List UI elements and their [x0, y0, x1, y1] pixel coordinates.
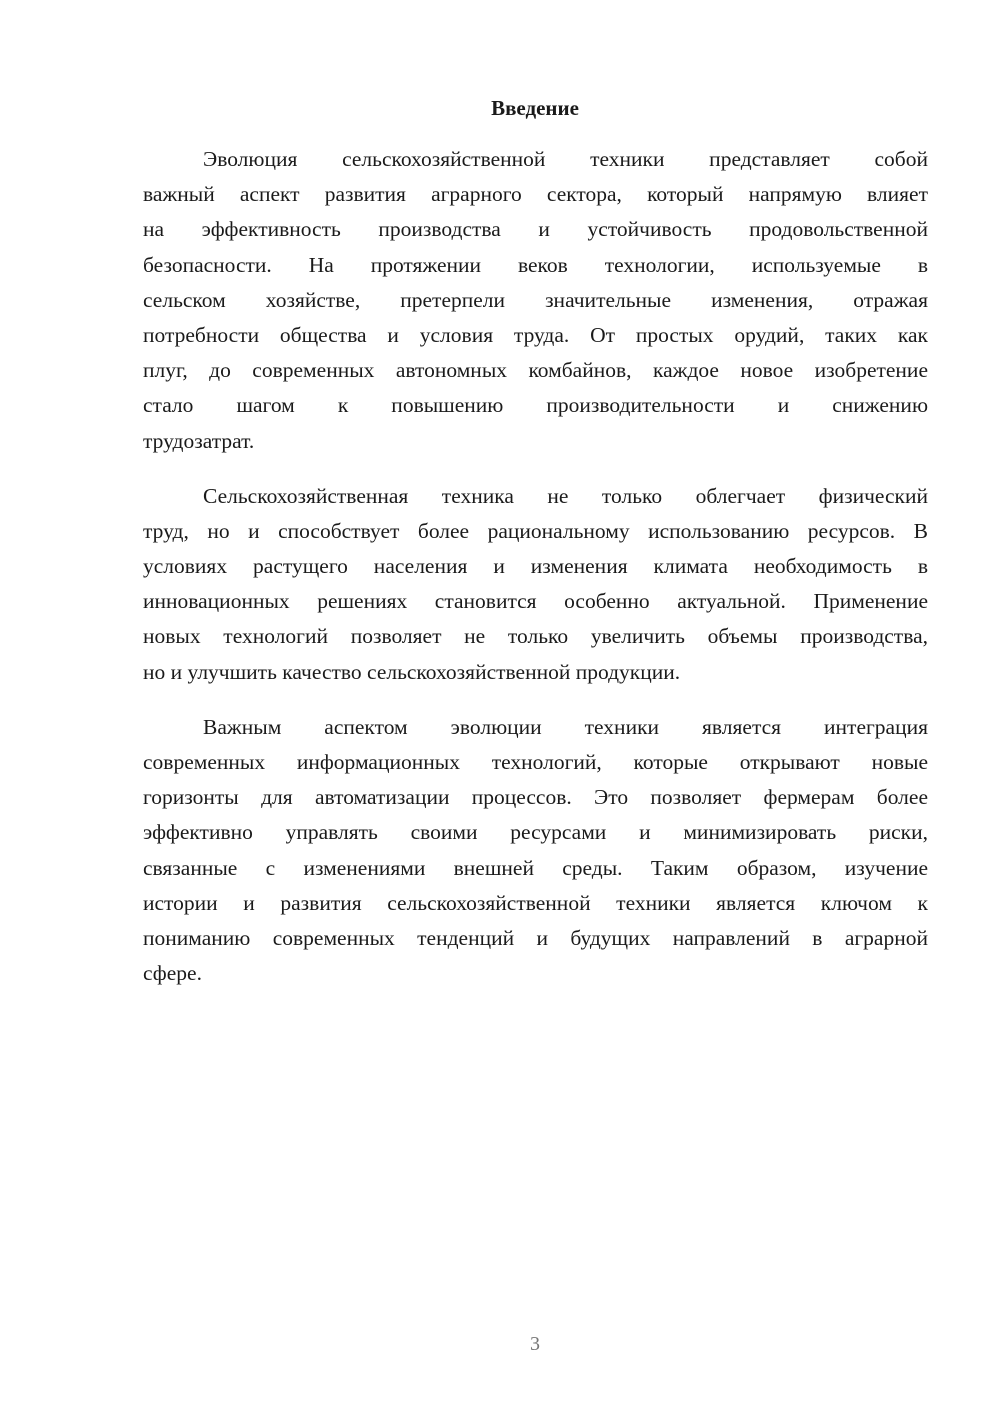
text-line: новых технологий позволяет не только увеличить объемы производства, — [143, 624, 928, 649]
text-line: Эволюция сельскохозяйственной техники представляет собой — [203, 147, 928, 171]
paragraph — [143, 710, 928, 992]
text-line: плуг, до современных автономных комбайнов, каждое новое изобретение — [143, 358, 928, 383]
text-line: инновационных решениях становится особенно актуальной. Применение — [143, 589, 928, 614]
text-line: эффективно управлять своими ресурсами и минимизировать риски, — [143, 820, 928, 845]
text-line: Сельскохозяйственная техника не только облегчает физический — [203, 483, 928, 508]
text-line: горизонты для автоматизации процессов. Это позволяет фермерам более — [143, 785, 928, 810]
text-line: безопасности. На протяжении веков технологии, используемые в — [143, 252, 928, 277]
section-title: Введение — [491, 96, 579, 120]
text-line: потребности общества и условия труда. От простых орудий, таких как — [143, 322, 928, 347]
text-line: трудозатрат. — [143, 428, 255, 453]
document-body — [143, 142, 928, 1011]
text-line: сельском хозяйстве, претерпели значительные изменения, отражая — [143, 287, 928, 312]
text-line: условиях растущего населения и изменения климата необходимость в — [143, 554, 928, 579]
text-line: связанные с изменениями внешней среды. Таким образом, изучение — [143, 855, 928, 880]
text-line: труд, но и способствует более рациональному использованию ресурсов. В — [143, 518, 928, 543]
text-line: сфере. — [143, 961, 202, 986]
paragraph — [143, 142, 928, 459]
text-line: стало шагом к повышению производительности и снижению — [143, 393, 928, 418]
paragraph — [143, 479, 928, 690]
text-line: Важным аспектом эволюции техники является интеграция — [203, 714, 928, 739]
text-line: важный аспект развития аграрного сектора, который напрямую влияет — [143, 182, 928, 207]
text-line: современных информационных технологий, которые открывают новые — [143, 750, 928, 774]
page-number: 3 — [530, 1333, 540, 1355]
text-line: на эффективность производства и устойчивость продовольственной — [143, 217, 928, 242]
text-line: пониманию современных тенденций и будущих направлений в аграрной — [143, 925, 928, 950]
text-line: но и улучшить качество сельскохозяйственной продукции. — [143, 659, 681, 684]
text-line: истории и развития сельскохозяйственной техники является ключом к — [143, 890, 928, 915]
